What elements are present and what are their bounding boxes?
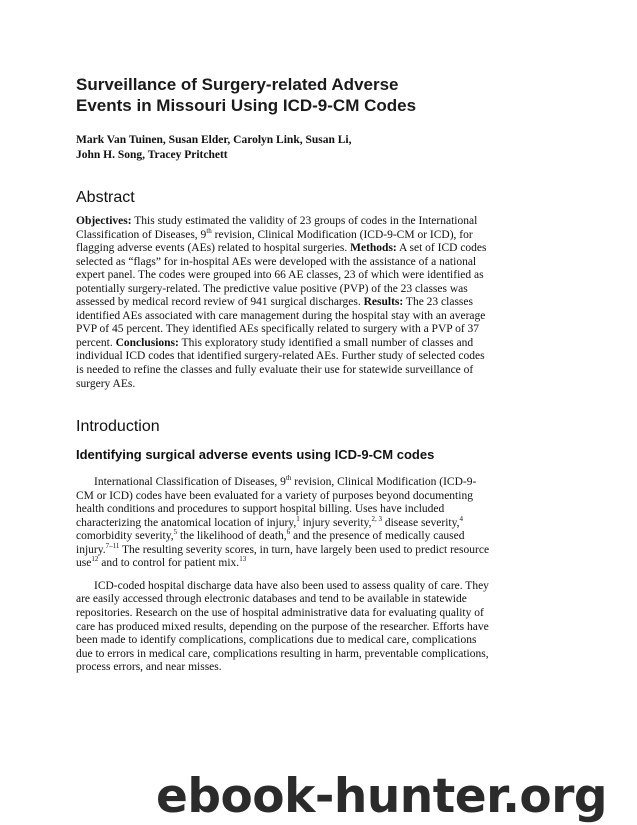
results-text: The 23 classes identified AEs associated with care management during the hospital stay with an average PVP of 45 percent. They identified AEs specifically related to surgery with a PVP of 37 percent. <box>76 296 486 349</box>
title-line-2: Events in Missouri Using ICD-9-CM Codes <box>76 96 417 115</box>
title-line-1: Surveillance of Surgery-related Adverse <box>76 75 399 94</box>
citation-superscript: 7–11 <box>105 542 120 551</box>
introduction-heading: Introduction <box>76 418 160 436</box>
citation-superscript: 1 <box>296 514 300 523</box>
objectives-label: Objectives: <box>76 215 132 227</box>
citation-superscript: 12 <box>91 555 99 564</box>
paper-page <box>76 74 491 675</box>
intro-paragraph-2: ICD-coded hospital discharge data have also been used to assess quality of care. They are easily accessed through electronic databases and tend to be available in statewide repositories. Research on the use of hospital administrative data for evaluating quality of care has produced mixed results, depending on the purpose of the researcher. Efforts have been made to identify complications, complications due to medical care, complications due to errors in medical care, complications resulting in harm, preventable complications, process errors, and near misses. <box>76 579 489 674</box>
section-subheading: Identifying surgical adverse events using ICD-9-CM codes <box>76 447 435 463</box>
intro-p1-text: comorbidity severity, <box>76 530 174 543</box>
intro-p1-text: The resulting severity scores, in turn, have largely been used to predict resource use <box>76 543 490 570</box>
citation-superscript: 6 <box>286 528 291 537</box>
conclusions-label: Conclusions: <box>115 336 179 349</box>
objectives-superscript: th <box>206 226 212 235</box>
citation-superscript: 2, 3 <box>371 514 382 523</box>
intro-p1-text: injury severity, <box>299 516 372 529</box>
citation-superscript: 4 <box>459 514 463 523</box>
intro-p1-text: revision, Clinical Modification (ICD-9-CM or ICD) codes have been evaluated for a variety of purposes beyond documenting health conditions and procedures to support hospital billing. Uses have included characterizing the anatomical location of injury, <box>76 476 477 529</box>
abstract-body <box>76 215 491 391</box>
author-list <box>76 133 491 163</box>
methods-label: Methods: <box>350 242 397 255</box>
intro-p1-text: disease severity, <box>381 516 460 529</box>
introduction-body <box>76 476 491 675</box>
objectives-text-2: revision, Clinical Modification (ICD-9-CM or ICD), for flagging adverse events (AEs) related to hospital surgeries. <box>76 228 473 255</box>
intro-p1-text: the likelihood of death, <box>177 530 287 543</box>
watermark-text: ebook-hunter.org <box>156 769 608 824</box>
methods-text: A set of ICD codes selected as “flags” for in-hospital AEs were developed with the assistance of a national expert panel. The codes were grouped into 66 AE classes, 23 of which were identified as potentially surgery-related. The predictive value positive (PVP) of the 23 classes was assessed by medical record review of 941 surgical discharges. <box>76 242 487 309</box>
intro-paragraph-1 <box>76 476 491 571</box>
results-label: Results: <box>363 296 404 309</box>
citation-superscript: 5 <box>173 528 178 537</box>
objectives-text-1: This study estimated the validity of 23 groups of codes in the International Classification of Diseases, 9 <box>76 215 478 241</box>
intro-p1-text: International Classification of Diseases, 9 <box>94 476 286 489</box>
authors-line-2: John H. Song, Tracey Pritchett <box>76 149 228 161</box>
authors-line-1: Mark Van Tuinen, Susan Elder, Carolyn Link, Susan Li, <box>76 134 352 146</box>
intro-p1-text: and the presence of medically caused injury. <box>76 530 465 556</box>
intro-p1-text: and to control for patient mix. <box>98 557 240 570</box>
intro-p1-superscript: th <box>285 474 292 483</box>
paper-title <box>76 74 491 116</box>
abstract-heading: Abstract <box>76 189 135 206</box>
citation-superscript: 13 <box>239 555 247 564</box>
conclusions-text: This exploratory study identified a small number of classes and individual ICD codes that identified surgery-related AEs. Further study of selected codes is needed to refine the classes and fully evaluate their use for statewide surveillance of surgery AEs. <box>76 336 485 390</box>
